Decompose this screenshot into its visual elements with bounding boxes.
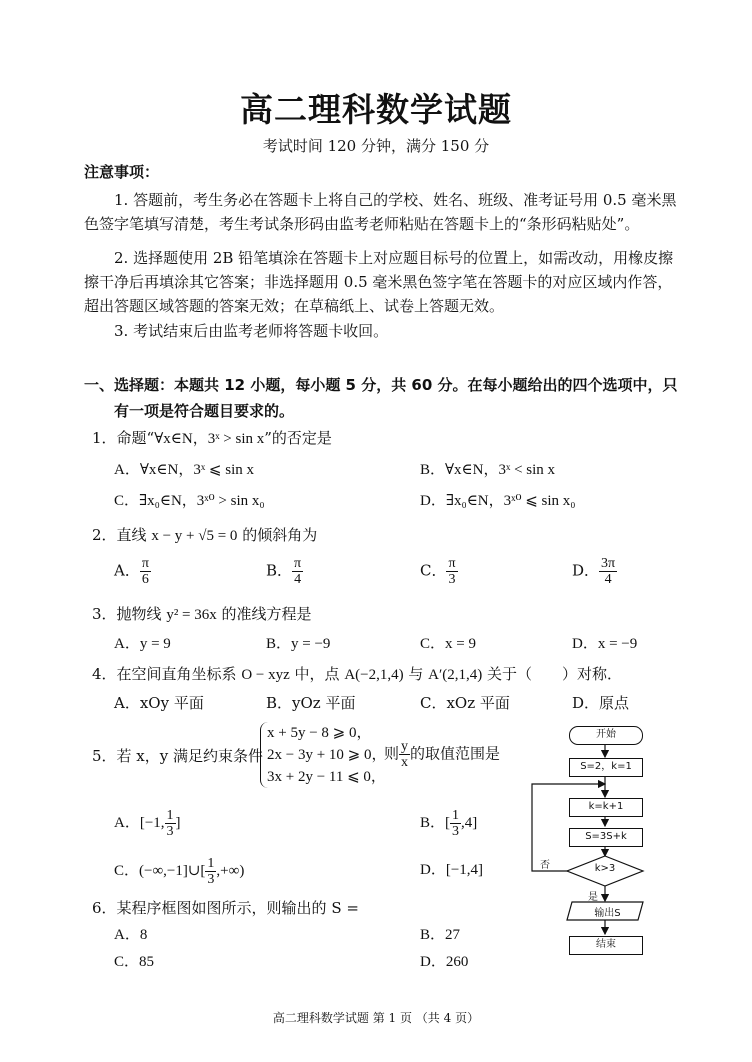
q3-stem-math: y² = 36x [166,607,217,623]
q5-b-den: 3 [452,824,460,839]
flowchart-condition: k>3 [594,863,616,874]
q2-b-num: π [294,556,302,571]
q1-option-a: A．∀x∈N，3ˣ ⩽ sin x [114,462,254,478]
q4-stem-post: 关于（ ）对称． [482,665,623,683]
q3-option-c: C．x = 9 [420,636,476,652]
q4-option-c: C．xOz 平面 [420,694,510,712]
q2-d-den: 4 [604,572,612,587]
q5-c-post: ,+∞) [216,862,245,879]
q5-frac-num: y [401,739,409,754]
q5-c-num: 1 [207,856,215,871]
notice-line-3: 2. 选择题使用 2B 铅笔填涂在答题卡上对应题目标号的位置上，如需改动，用橡皮擦 [114,249,674,267]
q3-stem-pre: 3．抛物线 [92,605,167,623]
q5-option-c [114,856,244,887]
q1-stem-pre: 1．命题“ [92,429,155,447]
q5-a-pre: A．[−1, [114,814,165,831]
q5-option-b [420,808,477,839]
q4-stem-point-b: A′(2,1,4) [428,667,483,683]
notice-line-6: 3. 考试结束后由监考老师将答题卡收回。 [114,322,389,340]
page-title: 高二理科数学试题 [240,90,512,129]
flowchart-step-s: S=3S+k [569,828,643,847]
q2-stem-pre: 2．直线 [92,526,152,544]
q6-option-d: D．260 [420,954,469,970]
q1-option-b: B．∀x∈N，3ˣ < sin x [420,462,556,478]
q5-stem-post: 的取值范围是 [410,744,501,763]
notice-line-1: 1. 答题前，考生务必在答题卡上将自己的学校、姓名、班级、准考证号用 0.5 毫米黑 [114,191,677,209]
q5-c-den: 3 [207,872,215,887]
q4-stem-pre: 4．在空间直角坐标系 [92,665,242,683]
q2-stem-post: 的倾斜角为 [237,526,318,544]
question-6-stem: 6．某程序框图如图所示，则输出的 S = [92,899,359,917]
section-heading-line-2: 有一项是符合题目要求的。 [114,402,295,420]
q3-stem-post: 的准线方程是 [216,605,312,623]
q1-option-c: C．∃x₀∈N，3ˣ⁰ > sin x₀ [114,493,265,509]
q5-then: 则 [384,744,400,763]
q4-option-d: D．原点 [572,694,630,712]
q2-c-num: π [448,556,456,571]
flowchart-init: S=2，k=1 [569,758,643,777]
q2-d-num: 3π [601,556,616,571]
exam-info: 考试时间 120 分钟，满分 150 分 [262,137,490,155]
q3-option-a: A．y = 9 [114,636,171,652]
q2-a-num: π [141,556,149,571]
question-5-stem-post [384,739,500,770]
flowchart-start: 开始 [569,726,643,745]
q2-stem-math: x − y + √5 = 0 [151,528,238,544]
q3-option-d: D．x = −9 [572,636,638,652]
q5-b-pre: B．[ [420,814,451,831]
q2-a-label: A． [114,561,140,580]
flowchart-no-label: 否 [540,860,550,871]
q4-option-a: A．xOy 平面 [114,694,204,712]
q5-a-den: 3 [166,824,174,839]
flowchart-output: 输出S [594,908,621,919]
q2-a-den: 6 [141,572,149,587]
q6-option-c: C．85 [114,954,155,970]
program-flowchart [520,722,670,962]
q2-c-label: C． [420,561,447,580]
q1-stem-math: ∀x∈N，3ˣ > sin x [154,431,265,447]
q5-constraint-system [260,722,387,788]
q5-constraint-2: 2x − 3y + 10 ⩾ 0， [267,747,387,763]
question-5-stem-pre: 5．若 x，y 满足约束条件 [92,747,264,765]
q4-stem-sys: O − xyz [241,667,290,683]
q2-c-den: 3 [448,572,456,587]
q2-option-c [420,556,458,587]
q2-option-a [114,556,151,587]
question-2-stem [92,525,317,546]
q4-option-b: B．yOz 平面 [266,694,356,712]
q5-b-num: 1 [452,808,460,823]
page-footer: 高二理科数学试题 第 1 页 （共 4 页） [272,1011,480,1025]
q5-constraint-3: 3x + 2y − 11 ⩽ 0， [267,769,386,785]
flowchart-step-k: k=k+1 [569,798,643,817]
q3-option-b: B．y = −9 [266,636,331,652]
q5-c-pre: C．(−∞,−1]∪[ [114,862,206,879]
q6-option-b: B．27 [420,927,461,943]
q5-a-num: 1 [166,808,174,823]
notice-line-4: 擦干净后再填涂其它答案；非选择题用 0.5 毫米黑色签字笔在答题卡的对应区域内作答， [84,273,673,291]
q6-option-a: A．8 [114,927,148,943]
q2-option-d [572,556,617,587]
q1-option-d: D．∃x₀∈N，3ˣ⁰ ⩽ sin x₀ [420,493,576,509]
q2-b-label: B． [266,561,293,580]
q5-a-post: ] [175,814,181,831]
q2-b-den: 4 [294,572,302,587]
q4-stem-mid: 中，点 [289,665,345,683]
section-heading-line-1: 一、选择题：本题共 12 小题，每小题 5 分，共 60 分。在每小题给出的四个选项中，只 [84,376,678,394]
q1-stem-post: ”的否定是 [264,429,332,447]
q2-d-label: D． [572,561,600,580]
flowchart-end: 结束 [569,936,643,955]
q4-stem-point-a: A(−2,1,4) [344,667,404,683]
q5-frac-den: x [401,755,409,770]
notice-heading: 注意事项： [84,163,160,181]
question-4-stem [92,664,622,685]
flowchart-yes-label: 是 [588,892,598,903]
notice-line-2: 色签字笔填写清楚，考生考试条形码由监考老师粘贴在答题卡上的“条形码粘贴处”。 [84,215,640,233]
question-1-stem [92,428,332,449]
q5-option-d: D．[−1,4] [420,862,484,878]
question-3-stem [92,604,312,625]
q2-option-b [266,556,303,587]
q5-b-post: ,4] [461,814,478,831]
notice-line-5: 超出答题区域答题的答案无效；在草稿纸上、试卷上答题无效。 [84,297,505,315]
q5-constraint-1: x + 5y − 8 ⩾ 0， [267,725,372,741]
q5-option-a [114,808,181,839]
q4-stem-and: 与 [403,665,429,683]
